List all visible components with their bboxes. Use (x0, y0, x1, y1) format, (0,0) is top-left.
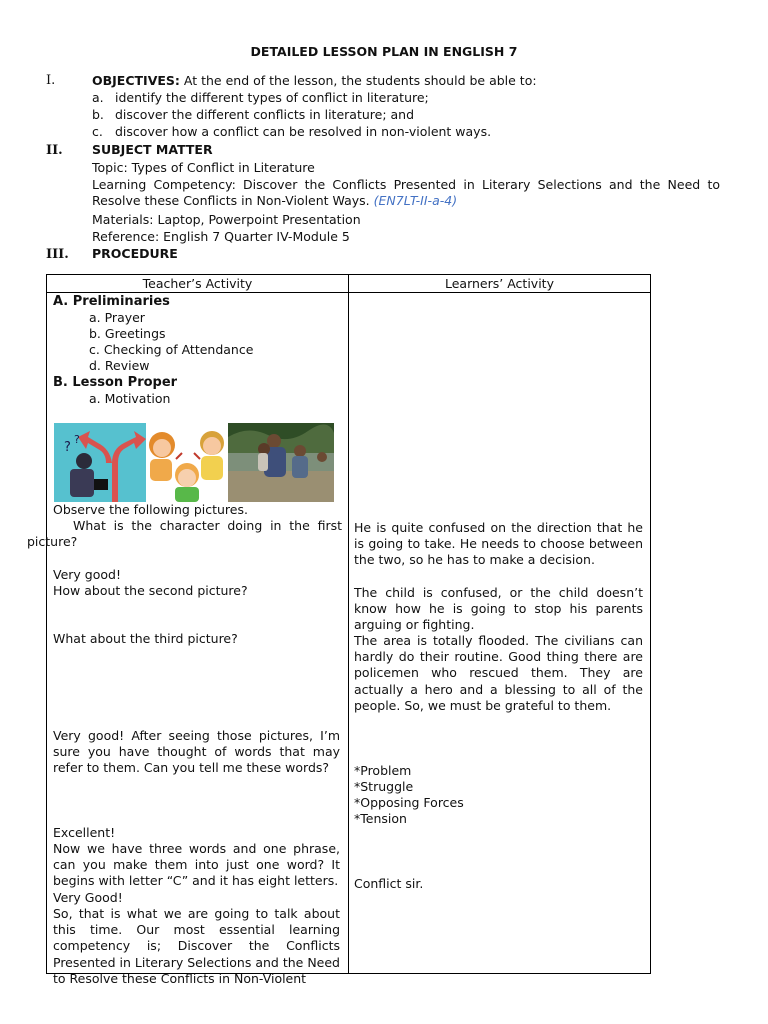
svg-text:?: ? (74, 433, 80, 446)
teacher-observe: Observe the following pictures. (53, 502, 248, 517)
competency-code: (EN7LT-II-a-4) (373, 193, 458, 209)
prelim-item: c. Checking of Attendance (89, 342, 254, 357)
teacher-praise-1: Very good! (53, 567, 121, 582)
section-numeral-subject: II. (46, 143, 63, 158)
subject-reference: Reference: English 7 Quarter IV-Module 5 (92, 229, 350, 244)
svg-text:?: ? (64, 440, 71, 455)
subject-competency: Learning Competency: Discover the Conflicts Presented in Literary Selections and the Need to Resolve these Conflicts in Non-Violent Ways. (EN7LT-II-a-4) (92, 177, 720, 209)
procedure-table (27, 274, 651, 986)
picture-flood-rescue (228, 423, 334, 502)
learner-answer-2: The child is confused, or the child doesn’t know how he is going to stop his parents arguing or fighting. (354, 585, 643, 633)
lesson-item: a. Motivation (89, 391, 171, 406)
prelim-item: a. Prayer (89, 310, 145, 325)
prelim-item: b. Greetings (89, 326, 166, 341)
preliminaries-heading: A. Preliminaries (53, 294, 170, 309)
learner-answer-5: Conflict sir. (354, 876, 424, 891)
prelim-item: d. Review (89, 358, 150, 373)
objectives-heading: OBJECTIVES: (92, 73, 180, 88)
learner-word: *Problem (354, 763, 412, 778)
teacher-activity-cell (27, 293, 349, 986)
column-header-learners: Learners’ Activity (349, 275, 651, 293)
objectives-intro: At the end of the lesson, the students should be able to: (183, 73, 537, 88)
lesson-proper-heading: B. Lesson Proper (53, 375, 178, 390)
objectives-line (92, 73, 537, 89)
picture-crossroads (54, 423, 146, 502)
objective-item: c. discover how a conflict can be resolved in non-violent ways. (92, 124, 492, 139)
teacher-statement-6: So, that is what we are going to talk about this time. Our most essential learning competency is; Discover the Conflicts Presented in Literary Selections and the Need to Resolve these Conflicts in Non-Violent (53, 906, 340, 986)
motivation-pictures (54, 423, 334, 502)
teacher-question-5: Now we have three words and one phrase, can you make them into just one word? It begins with letter “C” and it has eight letters. (53, 841, 340, 889)
teacher-excellent: Excellent! (53, 825, 116, 840)
learner-word: *Tension (354, 811, 407, 826)
learner-word: *Struggle (354, 779, 414, 794)
subject-materials: Materials: Laptop, Powerpoint Presentation (92, 212, 361, 227)
objective-item: b. discover the different conflicts in literature; and (92, 107, 415, 122)
section-numeral-procedure: III. (46, 247, 69, 262)
learners-activity-cell (349, 293, 651, 974)
subject-topic: Topic: Types of Conflict in Literature (92, 160, 315, 175)
procedure-heading: PROCEDURE (92, 246, 178, 261)
learner-answer-3: The area is totally flooded. The civilians can hardly do their routine. Good thing there are policemen who rescued them. They are actually a hero and a blessing to all of the people. So, we must be grateful to them. (354, 633, 643, 713)
column-header-teacher: Teacher’s Activity (47, 275, 349, 293)
learner-answer-1: He is quite confused on the direction that he is going to take. He needs to choose between the two, so he has to make a decision. (354, 520, 643, 568)
teacher-question-4: Very good! After seeing those pictures, I’m sure you have thought of words that may refer to them. Can you tell me these words? (53, 728, 340, 776)
section-numeral-objectives: I. (46, 73, 56, 88)
subject-matter-heading: SUBJECT MATTER (92, 142, 213, 157)
learner-word: *Opposing Forces (354, 795, 464, 810)
teacher-praise-2: Very Good! (53, 890, 123, 905)
objective-item: a. identify the different types of conflict in literature; (92, 90, 429, 105)
teacher-question-3: What about the third picture? (53, 631, 238, 646)
teacher-question-1: What is the character doing in the first picture? (27, 518, 342, 550)
document-title: DETAILED LESSON PLAN IN ENGLISH 7 (250, 44, 518, 59)
teacher-question-2: How about the second picture? (53, 583, 248, 598)
picture-arguing-parents (146, 423, 228, 502)
